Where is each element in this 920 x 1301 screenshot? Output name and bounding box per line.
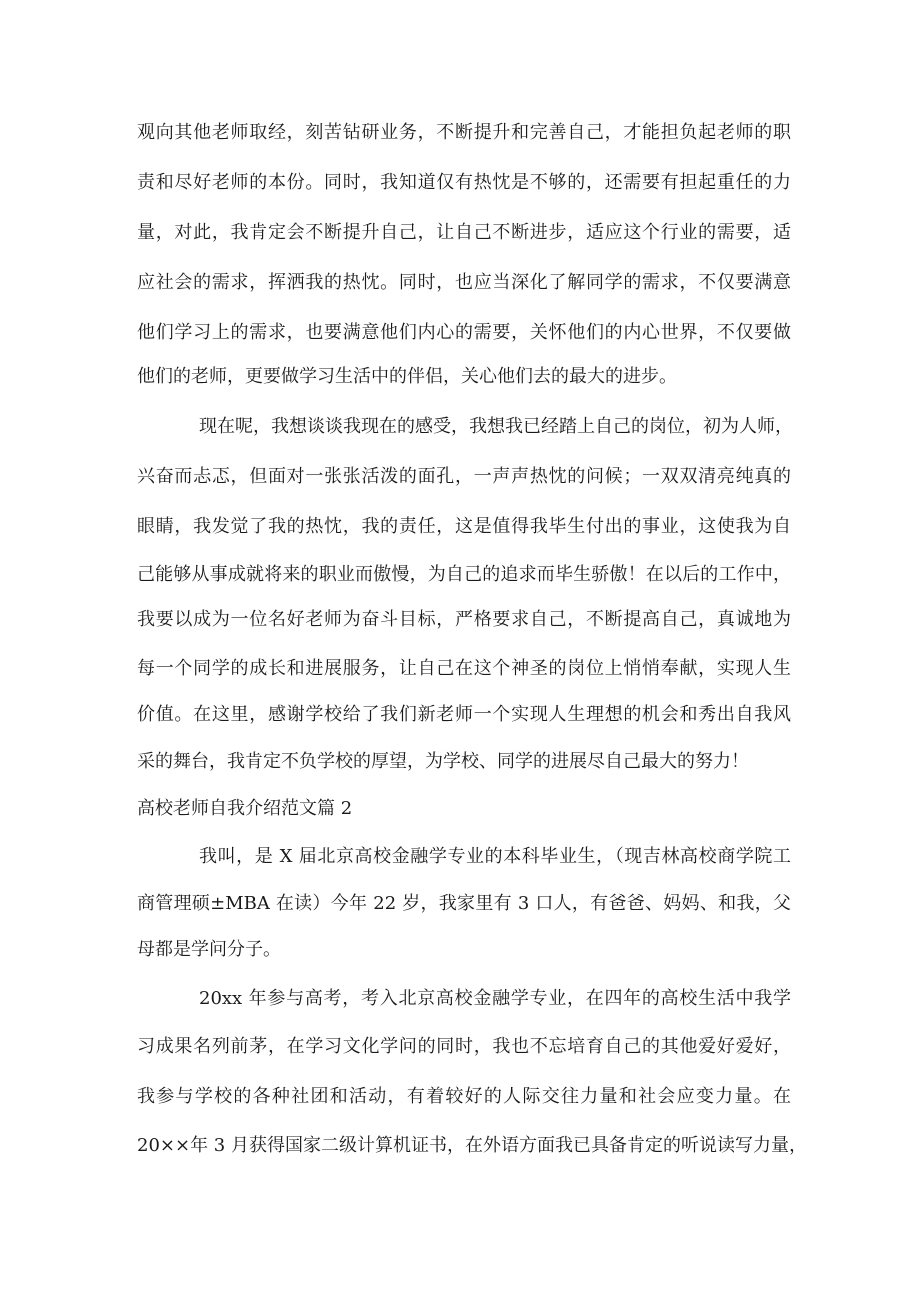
- text-line: 母都是学问分子。: [137, 939, 281, 960]
- text-line: 每一个同学的成长和进展服务，让自己在这个神圣的岗位上悄悄奉献，实现人生: [137, 658, 791, 679]
- text-line: 采的舞台，我肯定不负学校的厚望，为学校、同学的进展尽自己最大的努力！: [137, 751, 749, 772]
- text-line: 己能够从事成就将来的职业而傲慢，为自己的追求而毕生骄傲！在以后的工作中，: [137, 564, 791, 585]
- text-line: 责和尽好老师的本份。同时，我知道仅有热忱是不够的，还需要有担起重任的力: [137, 172, 791, 193]
- text-line: 他们的老师，更要做学习生活中的伴侣，关心他们去的最大的进步。: [137, 366, 677, 387]
- text-line: 现在呢，我想谈谈我现在的感受，我想我已经踏上自己的岗位，初为人师，: [199, 416, 793, 437]
- text-line: 习成果名列前茅，在学习文化学问的同时，我也不忘培育自己的其他爱好爱好，: [137, 1036, 791, 1057]
- text-line: 商管理硕±MBA 在读）今年 22 岁，我家里有 3 口人，有爸爸、妈妈、和我，父: [137, 893, 791, 914]
- text-line: 量，对此，我肯定会不断提升自己，让自己不断进步，适应这个行业的需要，适: [137, 222, 791, 243]
- section-heading: 高校老师自我介绍范文篇 2: [137, 798, 353, 819]
- text-line: 兴奋而忐忑，但面对一张张活泼的面孔，一声声热忱的问候；一双双清亮纯真的: [137, 466, 791, 487]
- text-line: 我叫，是 X 届北京高校金融学专业的本科毕业生，（现吉林高校商学院工: [199, 846, 791, 867]
- text-line: 我要以成为一位名好老师为奋斗目标，严格要求自己，不断提高自己，真诚地为: [137, 609, 791, 630]
- text-line: 眼睛，我发觉了我的热忱，我的责任，这是值得我毕生付出的事业，这使我为自: [137, 516, 791, 537]
- text-line: 观向其他老师取经，刻苦钻研业务，不断提升和完善自己，才能担负起老师的职: [137, 122, 791, 143]
- text-line: 我参与学校的各种社团和活动，有着较好的人际交往力量和社会应变力量。在: [137, 1086, 791, 1107]
- text-line: 价值。在这里，感谢学校给了我们新老师一个实现人生理想的机会和秀出自我风: [137, 704, 791, 725]
- text-line: 他们学习上的需求，也要满意他们内心的需要，关怀他们的内心世界，不仅要做: [137, 322, 791, 343]
- text-line: 20xx 年参与高考，考入北京高校金融学专业，在四年的高校生活中我学: [199, 988, 791, 1009]
- text-line: 20××年 3 月获得国家二级计算机证书，在外语方面我已具备肯定的听说读写力量，: [137, 1135, 807, 1156]
- text-line: 应社会的需求，挥洒我的热忱。同时，也应当深化了解同学的需求，不仅要满意: [137, 272, 791, 293]
